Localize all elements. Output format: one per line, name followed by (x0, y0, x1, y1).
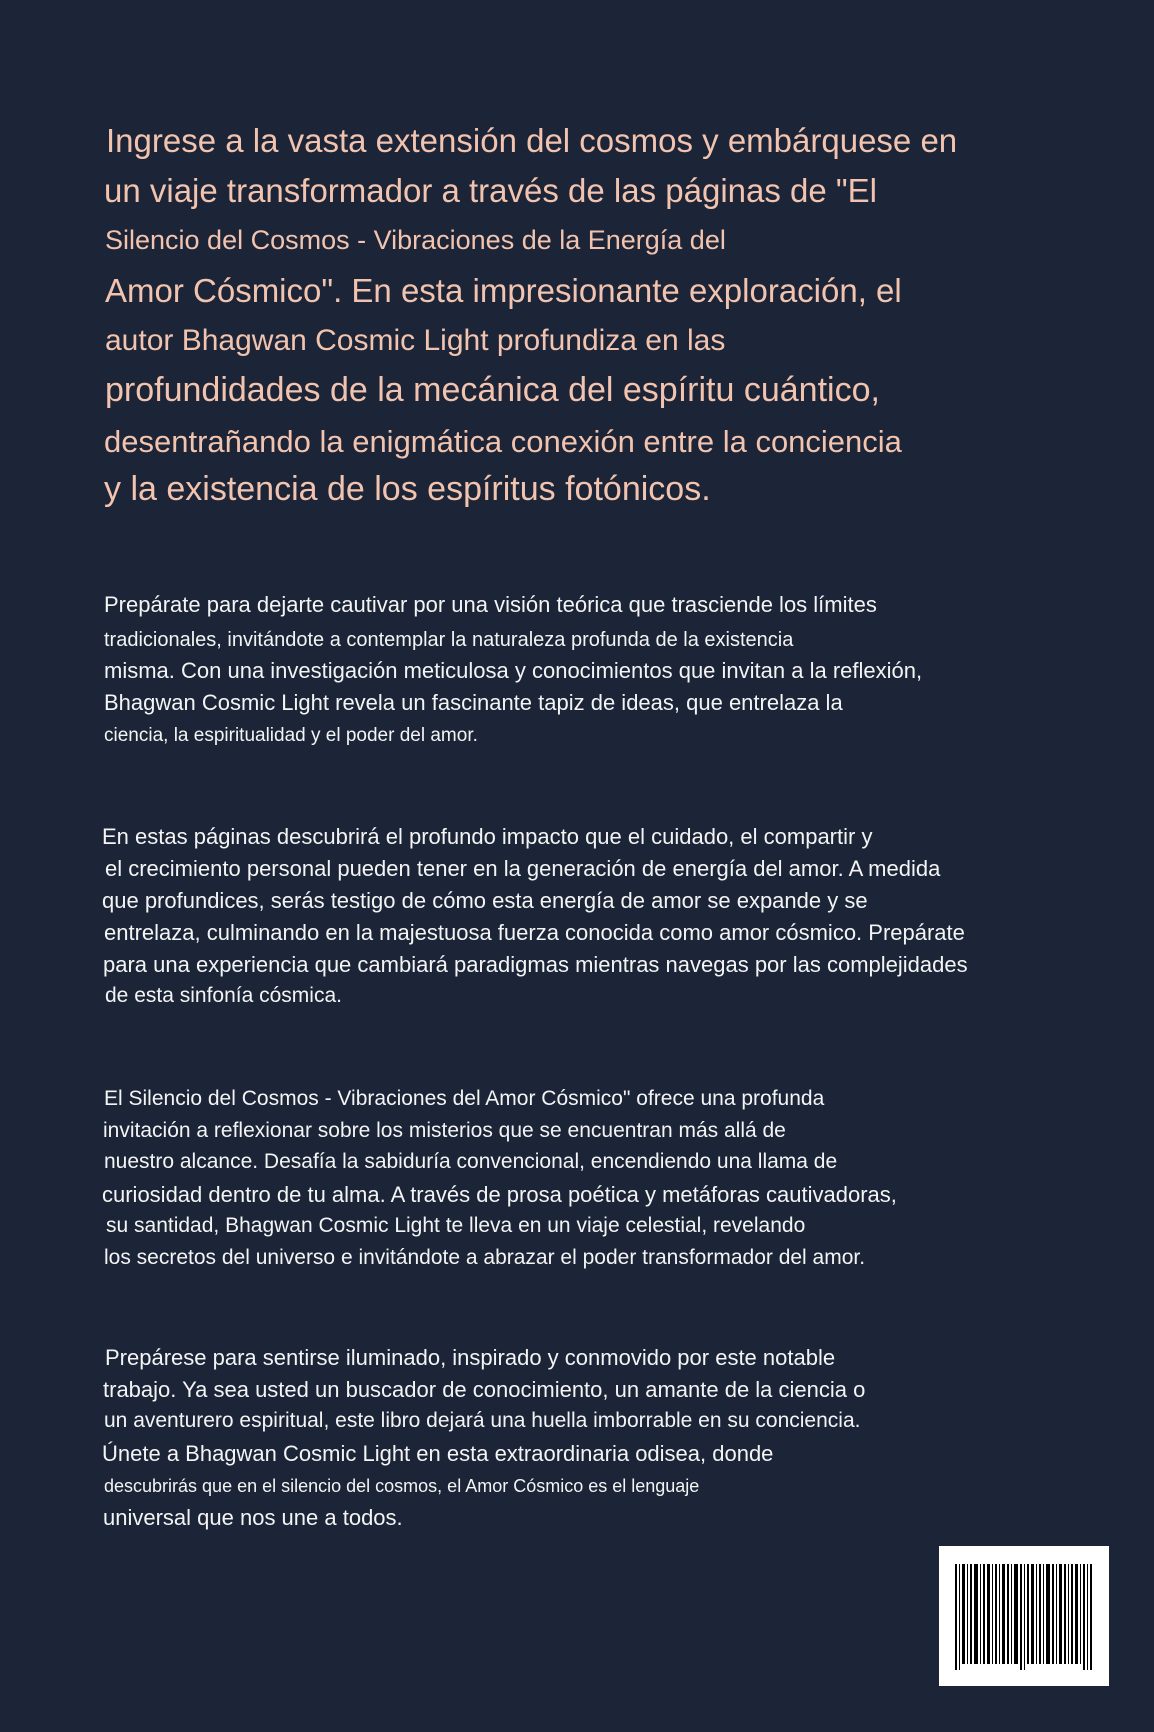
barcode (939, 1546, 1109, 1686)
intro-line: Silencio del Cosmos - Vibraciones de la Energía del (105, 225, 726, 255)
paragraph-line: de esta sinfonía cósmica. (105, 984, 342, 1007)
paragraph-line: invitación a reflexionar sobre los misterios que se encuentran más allá de (103, 1119, 786, 1142)
intro-line: profundidades de la mecánica del espíritu cuántico, (105, 371, 880, 409)
paragraph-line: para una experiencia que cambiará paradigmas mientras navegas por las complejidades (103, 952, 968, 977)
paragraph-line: nuestro alcance. Desafía la sabiduría convencional, encendiendo una llama de (104, 1150, 838, 1173)
paragraph-line: ciencia, la espiritualidad y el poder del amor. (104, 725, 478, 746)
paragraph-line: un aventurero espiritual, este libro dejará una huella imborrable en su conciencia. (104, 1409, 861, 1432)
paragraph-line: que profundices, serás testigo de cómo esta energía de amor se expande y se (102, 888, 868, 913)
intro-line: y la existencia de los espíritus fotónicos. (104, 470, 711, 508)
paragraph-line: su santidad, Bhagwan Cosmic Light te lleva en un viaje celestial, revelando (106, 1214, 806, 1237)
paragraph-line: El Silencio del Cosmos - Vibraciones del Amor Cósmico" ofrece una profunda (104, 1087, 825, 1110)
paragraph-line: universal que nos une a todos. (103, 1505, 403, 1530)
intro-line: desentrañando la enigmática conexión entre la conciencia (104, 424, 902, 459)
paragraph-line: tradicionales, invitándote a contemplar la naturaleza profunda de la existencia (104, 629, 794, 651)
paragraph-line: Bhagwan Cosmic Light revela un fascinante tapiz de ideas, que entrelaza la (104, 690, 843, 715)
paragraph-line: entrelaza, culminando en la majestuosa fuerza conocida como amor cósmico. Prepárate (104, 920, 965, 945)
paragraph-line: Prepárese para sentirse iluminado, inspirado y conmovido por este notable (105, 1345, 836, 1370)
paragraph-line: En estas páginas descubrirá el profundo impacto que el cuidado, el compartir y (102, 824, 873, 849)
intro-line: Amor Cósmico". En esta impresionante exploración, el (105, 272, 902, 309)
paragraph-line: Prepárate para dejarte cautivar por una visión teórica que trasciende los límites (104, 592, 877, 617)
paragraph-line: curiosidad dentro de tu alma. A través de prosa poética y metáforas cautivadoras, (102, 1182, 897, 1207)
intro-line: un viaje transformador a través de las páginas de "El (104, 172, 877, 209)
intro-line: autor Bhagwan Cosmic Light profundiza en las (105, 324, 726, 357)
paragraph-line: el crecimiento personal pueden tener en la generación de energía del amor. A medida (105, 856, 941, 881)
paragraph-line: descubrirás que en el silencio del cosmos, el Amor Cósmico es el lenguaje (104, 1476, 700, 1496)
paragraph-line: los secretos del universo e invitándote a abrazar el poder transformador del amor. (104, 1246, 866, 1269)
barcode-icon (955, 1564, 1093, 1670)
paragraph-line: misma. Con una investigación meticulosa y conocimientos que invitan a la reflexión, (104, 658, 923, 683)
paragraph-line: Únete a Bhagwan Cosmic Light en esta extraordinaria odisea, donde (102, 1441, 774, 1466)
paragraph-line: trabajo. Ya sea usted un buscador de conocimiento, un amante de la ciencia o (103, 1377, 866, 1402)
intro-line: Ingrese a la vasta extensión del cosmos y embárquese en (106, 122, 958, 159)
